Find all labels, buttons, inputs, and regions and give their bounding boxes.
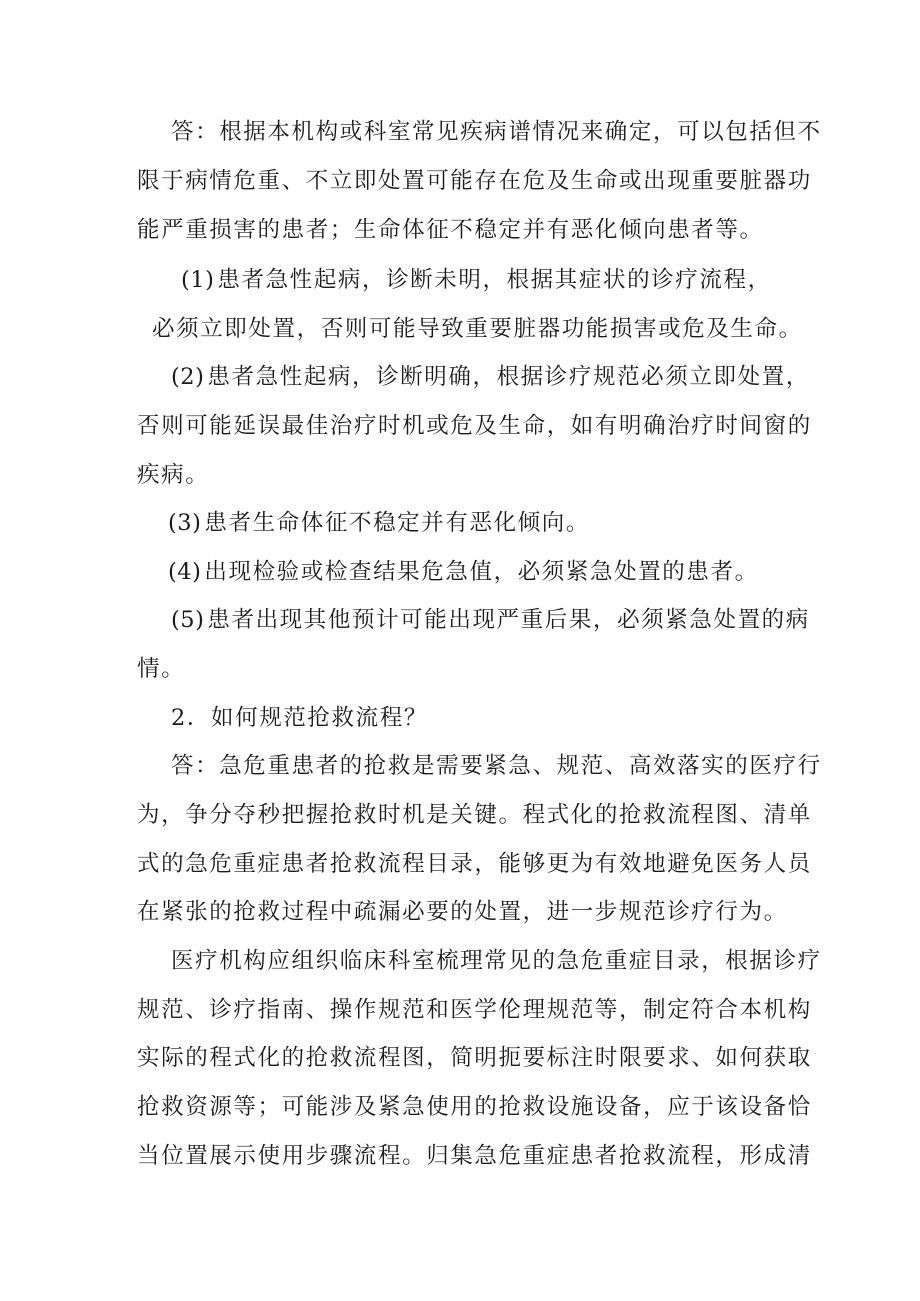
text-line: 当位置展示使用步骤流程。归集急危重症患者抢救流程，形成清 [137,1143,812,1169]
text-line: 为，争分夺秒把握抢救时机是关键。程式化的抢救流程图、清单 [137,802,812,828]
text-line: 式的急危重症患者抢救流程目录，能够更为有效地避免医务人员 [137,851,812,877]
list-item-text: 患者出现其他预计可能出现严重后果，必须紧急处置的病 [207,607,810,633]
text-line: 否则可能延误最佳治疗时机或危及生命，如有明确治疗时间窗的 [137,413,812,439]
text-line: 能严重损害的患者；生命体征不稳定并有恶化倾向患者等。 [137,217,764,243]
list-item-text: 患者生命体征不稳定并有恶化倾向。 [204,510,590,536]
list-item-number: (2) [171,364,205,390]
list-item-text: 患者急性起病，诊断未明，根据其症状的诊疗流程， [217,267,772,293]
list-item-number: (4) [168,559,202,585]
list-item-number: (5) [171,607,205,633]
list-item-number: (1) [181,267,215,293]
text-line [171,605,810,635]
text-line [168,557,759,587]
text-line: 实际的程式化的抢救流程图，简明扼要标注时限要求、如何获取 [137,1045,812,1071]
text-line [168,508,590,538]
text-line: 答：急危重患者的抢救是需要紧急、规范、高效落实的医疗行 [171,753,822,779]
text-line [171,362,810,392]
text-line: 答：根据本机构或科室常见疾病谱情况来确定，可以包括但不 [171,119,822,145]
text-line: 规范、诊疗指南、操作规范和医学伦理规范等，制定符合本机构 [137,997,812,1023]
list-item-number: (3) [168,510,202,536]
text-line: 限于病情危重、不立即处置可能存在危及生命或出现重要脏器功 [137,168,812,194]
text-line [181,265,772,295]
text-line: 抢救资源等；可能涉及紧急使用的抢救设施设备，应于该设备恰 [137,1094,812,1120]
text-line: 医疗机构应组织临床科室梳理常见的急危重症目录，根据诊疗 [171,948,822,974]
list-item-text: 出现检验或检查结果危急值，必须紧急处置的患者。 [204,559,759,585]
text-line: 在紧张的抢救过程中疏漏必要的处置，进一步规范诊疗行为。 [137,899,788,925]
text-line: 情。 [137,656,186,682]
list-item-text: 患者急性起病，诊断明确，根据诊疗规范必须立即处置， [207,364,810,390]
text-line: 疾病。 [137,462,210,488]
question-text: 2．如何规范抢救流程？ [171,705,428,731]
text-line: 必须立即处置，否则可能导致重要脏器功能损害或危及生命。 [152,316,803,342]
